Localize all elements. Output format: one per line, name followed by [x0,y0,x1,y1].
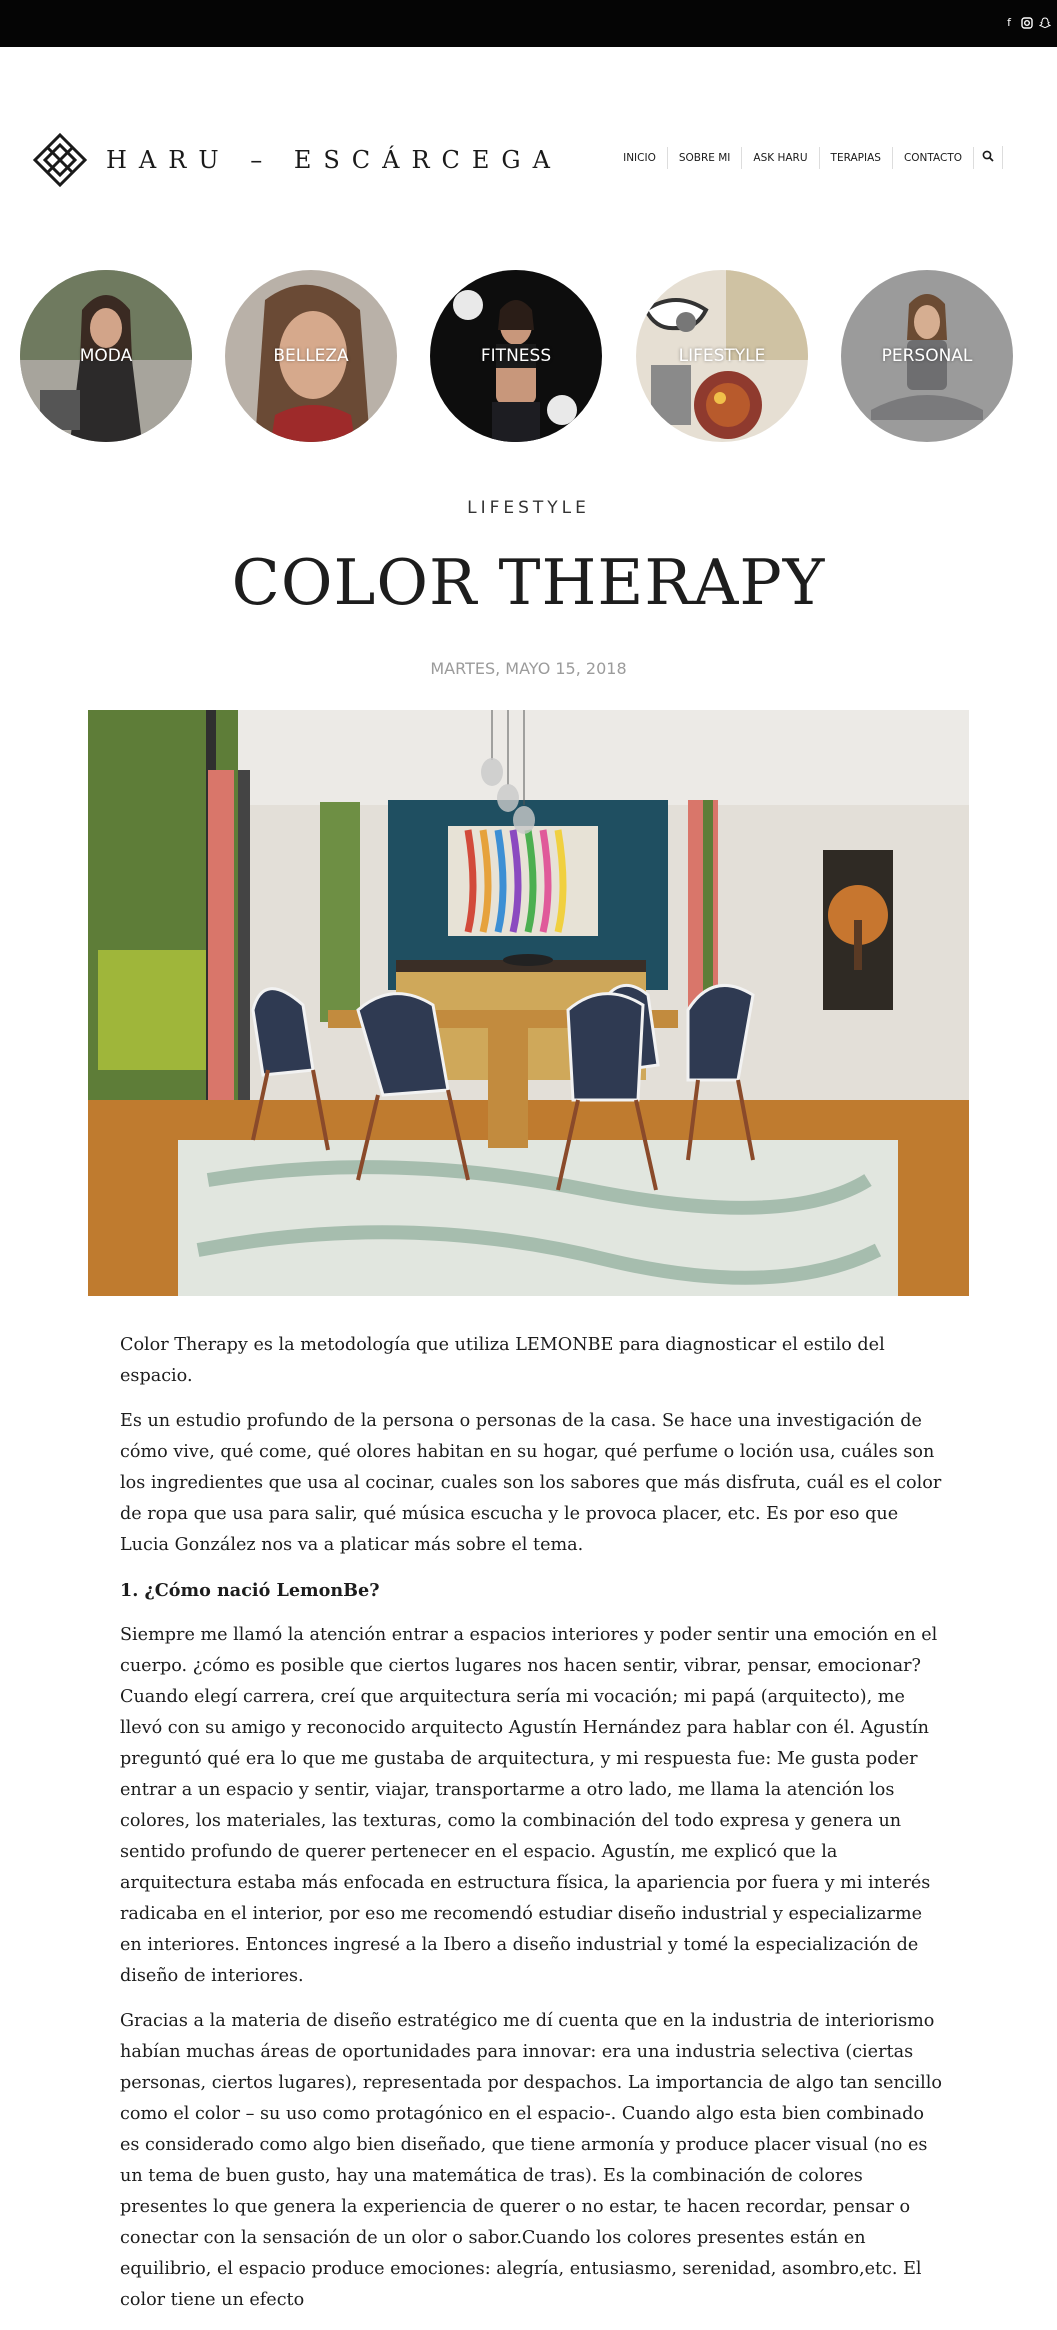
category-label: MODA [79,346,133,366]
section-heading: 1. ¿Cómo nació LemonBe? [120,1580,380,1601]
article-body [120,1330,945,2330]
category-lifestyle[interactable] [636,270,808,442]
logo-icon[interactable] [32,132,88,188]
category-label: LIFESTYLE [678,346,766,366]
paragraph: Siempre me llamó la atención entrar a espacios interiores y poder sentir una emoción en el cuerpo. ¿cómo es posible que ciertos lugares nos hacen sentir, vibrar, pensar, emocionar? Cuando elegí carrera, creí que arquitectura sería mi vocación; mi papá (arquitecto), me llevó con su amigo y reconocido arquitecto Agustín Hernández para hablar con él. Agustín preguntó qué era lo que me gustaba de arquitectura, y mi respuesta fue: Me gusta poder entrar a un espacio y sentir, viajar, transportarme a otro lado, me llama la atención los colores, los materiales, las texturas, como la combinación del todo expresa y genera un sentido profundo de querer pertenecer en el espacio. Agustín, me explicó que la arquitectura estaba más enfocada en estructura física, la apariencia por fuera y mi interés radicaba en el interior, por eso me recomendó estudiar diseño industrial y especializarme en interiores. Entonces ingresé a la Ibero a diseño industrial y tomé la especialización de diseño de interiores. [120,1625,938,1986]
paragraph: Es un estudio profundo de la persona o personas de la casa. Se hace una investigación de cómo vive, qué come, qué olores habitan en su hogar, qué perfume o loción usa, cuáles son los ingredientes que usa al cocinar, cuales son los sabores que más disfruta, cuál es el color de ropa que usa para salir, qué música escucha y le provoca placer, etc. Es por eso que Lucia González nos va a platicar más sobre el tema. [120,1411,942,1555]
paragraph: Gracias a la materia de diseño estratégico me dí cuenta que en la industria de interiorismo habían muchas áreas de oportunidades para innovar: era una industria selectiva (ciertas personas, ciertos lugares), representada por despachos. La importancia de algo tan sencillo como el color – su uso como protagónico en el espacio-. Cuando algo esta bien combinado es considerado como algo bien diseñado, que tiene armonía y produce placer visual (no es un tema de buen gusto, hay una matemática de tras). Es la combinación de colores presentes lo que genera la experiencia de querer o no estar, te hacen recordar, pensar o conectar con la sensación de un olor o sabor.Cuando los colores presentes están en equilibrio, el espacio produce emociones: alegría, entusiasmo, serenidad, asombro,etc. El color tiene un efecto [120,2011,943,2310]
hero-image [88,710,969,1296]
top-bar [0,0,1057,47]
nav-terapias[interactable]: TERAPIAS [820,147,893,169]
category-moda[interactable] [20,270,192,442]
category-fitness[interactable] [430,270,602,442]
nav-sobre-mi[interactable]: SOBRE MI [668,147,743,169]
post-category[interactable]: LIFESTYLE [467,498,590,518]
category-personal[interactable] [841,270,1013,442]
social-links [1003,17,1051,29]
nav-contacto[interactable]: CONTACTO [893,147,974,169]
category-circles [0,270,1057,442]
main-nav [612,146,1003,169]
nav-inicio[interactable]: INICIO [612,147,668,169]
category-label: FITNESS [480,346,552,366]
category-label: PERSONAL [881,346,973,366]
nav-ask-haru[interactable]: ASK HARU [742,147,819,169]
site-brand[interactable]: HARU – ESCÁRCEGA [106,146,562,174]
category-label: BELLEZA [273,346,349,366]
facebook-icon[interactable]: f [1007,16,1011,29]
search-icon[interactable] [974,146,1003,169]
paragraph: Color Therapy es la metodología que utiliza LEMONBE para diagnosticar el estilo del espacio. [120,1335,885,1386]
snapchat-icon[interactable] [1039,17,1051,29]
category-belleza[interactable] [225,270,397,442]
post-title: COLOR THERAPY [231,546,826,619]
instagram-icon[interactable] [1021,17,1033,29]
post-date: MARTES, MAYO 15, 2018 [430,659,627,678]
